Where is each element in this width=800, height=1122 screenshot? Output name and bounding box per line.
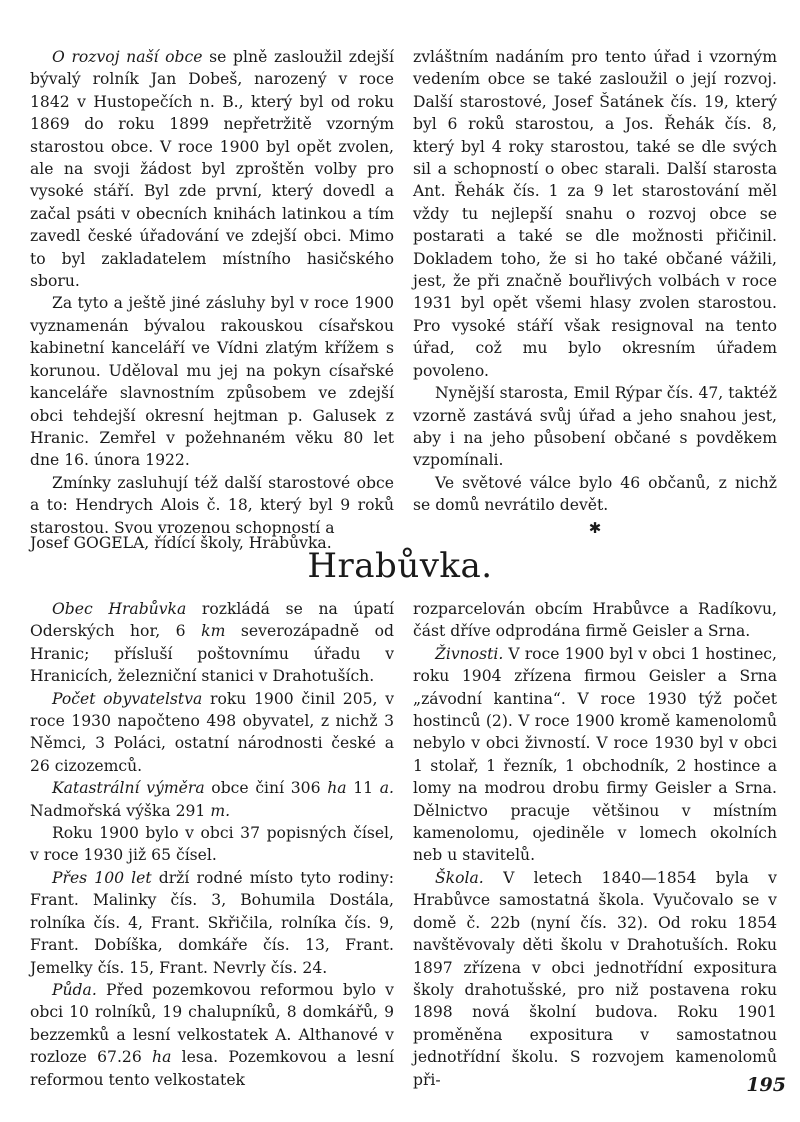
paragraph: Ve světové válce bylo 46 občanů, z nichž se domů nevrátilo devět.	[413, 473, 777, 515]
emphasis: Půda.	[52, 980, 97, 999]
section-title: Hrabůvka.	[307, 546, 493, 586]
text: drží rodné místo tyto rodiny: Frant. Malinky čís. 3, Bohumila Dostála, rolníka čís. 4, Frant. Skřičila, rolníka čís. 9, Frant. Dobíška, domkáře čís. 13, Frant. Jemelky čís. 15, Frant. Nevrly čís. 24.	[30, 868, 394, 977]
page-number: 195	[746, 1074, 786, 1096]
text: lesa. Pozemkovou a lesní reformou tento velkostatek	[30, 1048, 395, 1089]
text: Nadmořská výška 291	[30, 801, 211, 820]
paragraph	[30, 688, 394, 778]
text: V letech 1840—1854 byla v Hrabůvce samostatná škola. Vyučovalo se v domě č. 22b (nyní čís. 32). Od roku 1854 navštěvovaly děti školu v Drahotuších. Roku 1897 zřízena v obci jednotřídní expositura školy drahotušské, pro niž postavena roku 1898 nová školní budova. Roku 1901 proměněna expositura v samostatnou jednotřídní školu. S rozvojem kamenolomů při-	[413, 868, 777, 1089]
paragraph	[30, 598, 394, 688]
emphasis: Katastrální výměra	[52, 779, 205, 798]
paragraph: rozparcelován obcím Hrabůvce a Radíkovu, část dříve odprodána firmě Geisler a Srna.	[413, 600, 777, 641]
paragraph	[30, 777, 394, 822]
unit: ha	[152, 1048, 172, 1067]
paragraph	[30, 867, 394, 979]
unit: ha	[327, 779, 347, 798]
text: se plně zasloužil zdejší bývalý rolník Jan Dobeš, narozený v roce 1842 v Hustopečích n. B., který byl od roku 1869 do roku 1899 nepřetržitě vzorným starostou obce. V roce 1900 byl opět zvolen, ale na svoji žádost byl zproštěn volby pro vysoké stáří. Byl zde první, který dovedl a začal psáti v obecních knihách latinkou a tím zavedl české úřadování ve zdejší obci. Mimo to byl zakladatelem místního hasičského sboru.	[30, 48, 394, 291]
text: obce činí 306	[204, 779, 328, 798]
emphasis: Počet obyvatelstva	[52, 689, 203, 708]
paragraph: Roku 1900 bylo v obci 37 popisných čísel, v roce 1930 již 65 čísel.	[30, 824, 394, 865]
emphasis: Škola.	[435, 868, 484, 887]
paragraph: Zmínky zasluhují též další starostové obce a to: Hendrych Alois č. 18, který byl 9 roků starostou. Svou vrozenou schopností a	[30, 473, 394, 537]
text: 11	[346, 779, 380, 798]
text: Před pozemkovou reformou bylo v obci 10 rolníků, 19 chalupníků, 8 domkářů, 9 bezzemků a lesní velkostatek A. Althanové v rozloze 67.26	[30, 980, 394, 1067]
unit: a.	[379, 779, 394, 798]
column-bottom-left	[30, 598, 394, 1091]
column-top-right	[413, 46, 777, 539]
text: severozápadně od Hranic; přísluší poštovnímu úřadu v Hranicích, železniční stanici v Drahotuších.	[30, 622, 394, 686]
paragraph: Nynější starosta, Emil Rýpar čís. 47, taktéž vzorně zastává svůj úřad a jeho snahou jest, aby i na jeho působení občané s povděkem vzpomínali.	[413, 384, 777, 470]
emphasis: Živnosti.	[435, 644, 504, 663]
text: roku 1900 činil 205, v roce 1930 napočteno 498 obyvatel, z nichž 3 Němci, 3 Poláci, ostatní národnosti české a 26 cizozemců.	[30, 689, 395, 775]
emphasis: Obec Hrabůvka	[52, 600, 187, 618]
author-line: Josef GOGELA, řídící školy, Hrabůvka.	[30, 534, 332, 552]
unit: m.	[210, 801, 231, 820]
paragraph	[413, 643, 777, 867]
paragraph	[413, 867, 777, 1091]
paragraph	[30, 979, 394, 1091]
emphasis: Přes 100 let	[52, 868, 152, 887]
emphasis: O rozvoj naší obce	[52, 48, 203, 66]
paragraph	[30, 46, 394, 292]
paragraph: zvláštním nadáním pro tento úřad i vzorným vedením obce se také zasloužil o její rozvoj. Další starostové, Josef Šatánek čís. 19, který byl 6 roků starostou, a Jos. Řehák čís. 8, který byl 4 roky starostou, také se dle svých sil a schopností o obec starali. Další starosta Ant. Řehák čís. 1 za 9 let starostování měl vždy tu nejlepší snahu o rozvoj obce se postarati a také se dle možnosti přičinil. Dokladem toho, že si ho také občané vážili, jest, že při značně bouřlivých volbách v roce 1931 byl opět všemi hlasy zvolen starostou. Pro vysoké stáří však resignoval na tento úřad, což mu bylo okresním úřadem povoleno.	[413, 48, 777, 380]
unit: km	[201, 622, 226, 641]
column-top-left	[30, 46, 394, 539]
text: rozkládá se na úpatí Oderských hor, 6	[30, 600, 394, 641]
text: V roce 1900 byl v obci 1 hostinec, roku 1904 zřízena firmou Geisler a Srna „závodní kantina“. V roce 1930 týž počet hostinců (2). V roce 1900 kromě kamenolomů nebylo v obci živností. V roce 1930 byl v obci 1 stolař, 1 řezník, 1 obchodník, 2 hostince a lomy na modrou drobu firmy Geisler a Srna. Dělnictvo pracuje většinou v místním kamenolomu, ojediněle v lomech okolních neb u stavitelů.	[413, 644, 777, 865]
asterisk-icon: ✱	[588, 518, 602, 537]
column-bottom-right	[413, 598, 777, 1091]
paragraph: Za tyto a ještě jiné zásluhy byl v roce 1900 vyznamenán bývalou rakouskou císařskou kabinetní kanceláří ve Vídni zlatým křížem s korunou. Uděloval mu jej na pokyn císařské kanceláře slavnostním způsobem ve zdejší obci tehdejší okresní hejtman p. Galusek z Hranic. Zemřel v požehnaném věku 80 let dne 16. února 1922.	[30, 294, 394, 470]
